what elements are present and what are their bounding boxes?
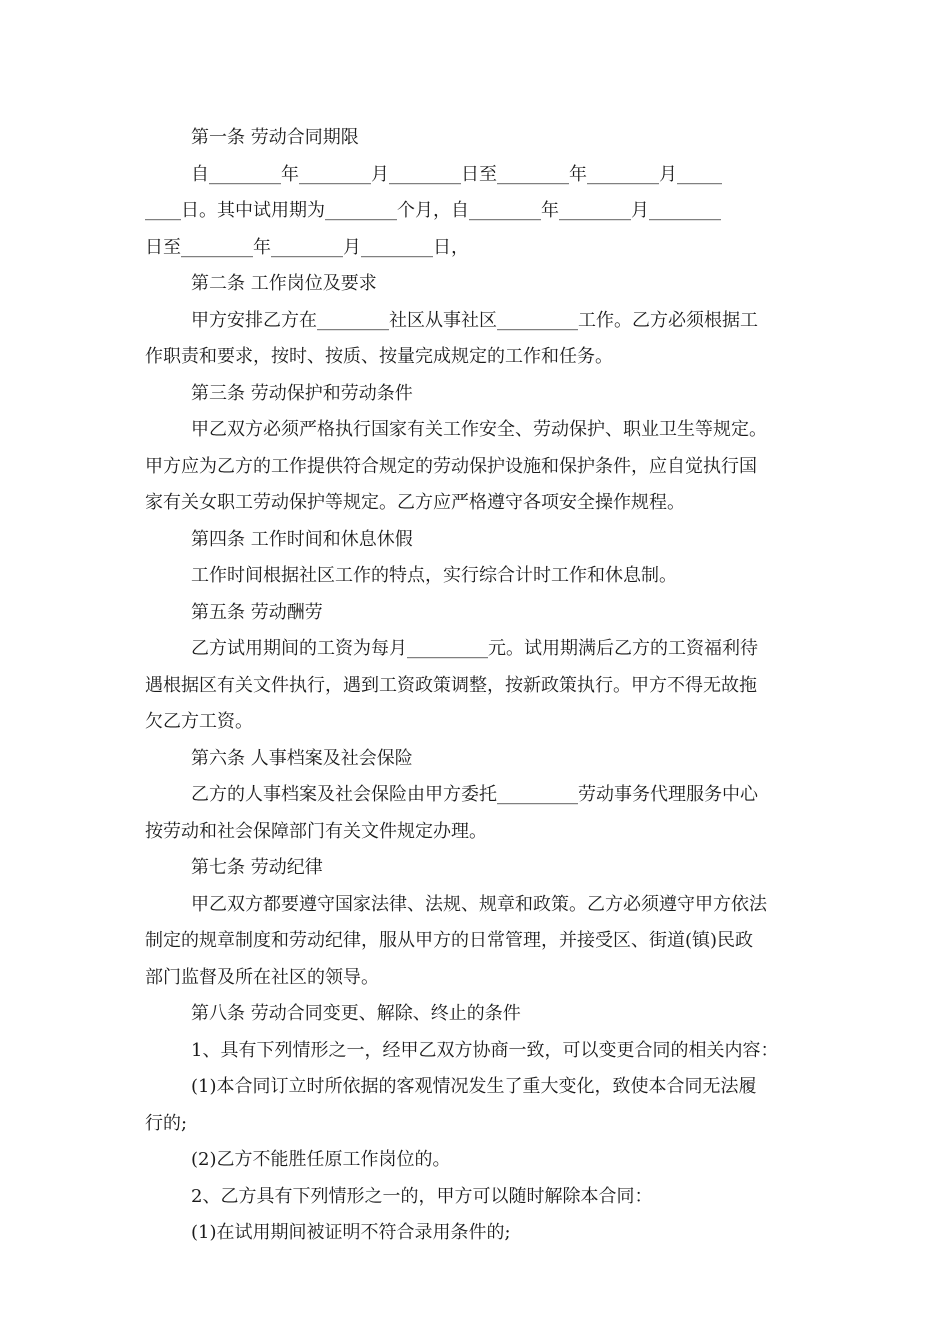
paragraph-line: 遇根据区有关文件执行，遇到工资政策调整，按新政策执行。甲方不得无故拖: [145, 674, 757, 696]
paragraph-line: (1)本合同订立时所依据的客观情况发生了重大变化，致使本合同无法履: [191, 1076, 757, 1097]
paragraph-line: ____日。其中试用期为________个月，自________年________月________: [145, 200, 721, 221]
paragraph-line: 乙方试用期间的工资为每月_________元。试用期满后乙方的工资福利待: [191, 638, 758, 659]
paragraph-line: 欠乙方工资。: [145, 711, 253, 732]
paragraph-line: 作职责和要求，按时、按质、按量完成规定的工作和任务。: [145, 346, 613, 367]
paragraph-line: 自________年________月________日至________年________月_____: [191, 163, 722, 185]
paragraph-line: 日至________年________月________日，: [145, 236, 469, 258]
paragraph-line: 1、具有下列情形之一，经甲乙双方协商一致，可以变更合同的相关内容：: [191, 1039, 779, 1061]
contract-page: [145, 120, 810, 1252]
paragraph-line: (1)在试用期间被证明不符合录用条件的;: [191, 1222, 511, 1243]
paragraph-line: 行的;: [145, 1112, 188, 1134]
article-heading: 第六条 人事档案及社会保险: [191, 747, 413, 769]
paragraph-line: 甲乙双方必须严格执行国家有关工作安全、劳动保护、职业卫生等规定。: [191, 419, 767, 440]
paragraph-line: (2)乙方不能胜任原工作岗位的。: [191, 1149, 451, 1170]
article-heading: 第三条 劳动保护和劳动条件: [191, 382, 413, 404]
paragraph-line: 家有关女职工劳动保护等规定。乙方应严格遵守各项安全操作规程。: [145, 492, 685, 513]
paragraph-line: 工作时间根据社区工作的特点，实行综合计时工作和休息制。: [191, 565, 677, 586]
article-heading: 第四条 工作时间和休息休假: [191, 528, 413, 550]
paragraph-line: 部门监督及所在社区的领导。: [145, 966, 379, 988]
paragraph-line: 按劳动和社会保障部门有关文件规定办理。: [145, 820, 487, 842]
paragraph-line: 2、乙方具有下列情形之一的，甲方可以随时解除本合同：: [191, 1185, 653, 1207]
article-heading: 第八条 劳动合同变更、解除、终止的条件: [191, 1003, 521, 1024]
paragraph-line: 乙方的人事档案及社会保险由甲方委托_________劳动事务代理服务中心: [191, 784, 758, 805]
paragraph-line: 甲乙双方都要遵守国家法律、法规、规章和政策。乙方必须遵守甲方依法: [191, 893, 767, 915]
paragraph-line: 甲方应为乙方的工作提供符合规定的劳动保护设施和保护条件，应自觉执行国: [145, 455, 757, 477]
paragraph-line: 甲方安排乙方在________社区从事社区_________工作。乙方必须根据工: [191, 309, 758, 331]
article-heading: 第七条 劳动纪律: [191, 857, 323, 878]
article-heading: 第二条 工作岗位及要求: [191, 273, 377, 294]
paragraph-line: 制定的规章制度和劳动纪律，服从甲方的日常管理，并接受区、街道(镇)民政: [145, 930, 754, 951]
article-heading: 第一条 劳动合同期限: [191, 127, 359, 148]
article-heading: 第五条 劳动酬劳: [191, 601, 323, 623]
